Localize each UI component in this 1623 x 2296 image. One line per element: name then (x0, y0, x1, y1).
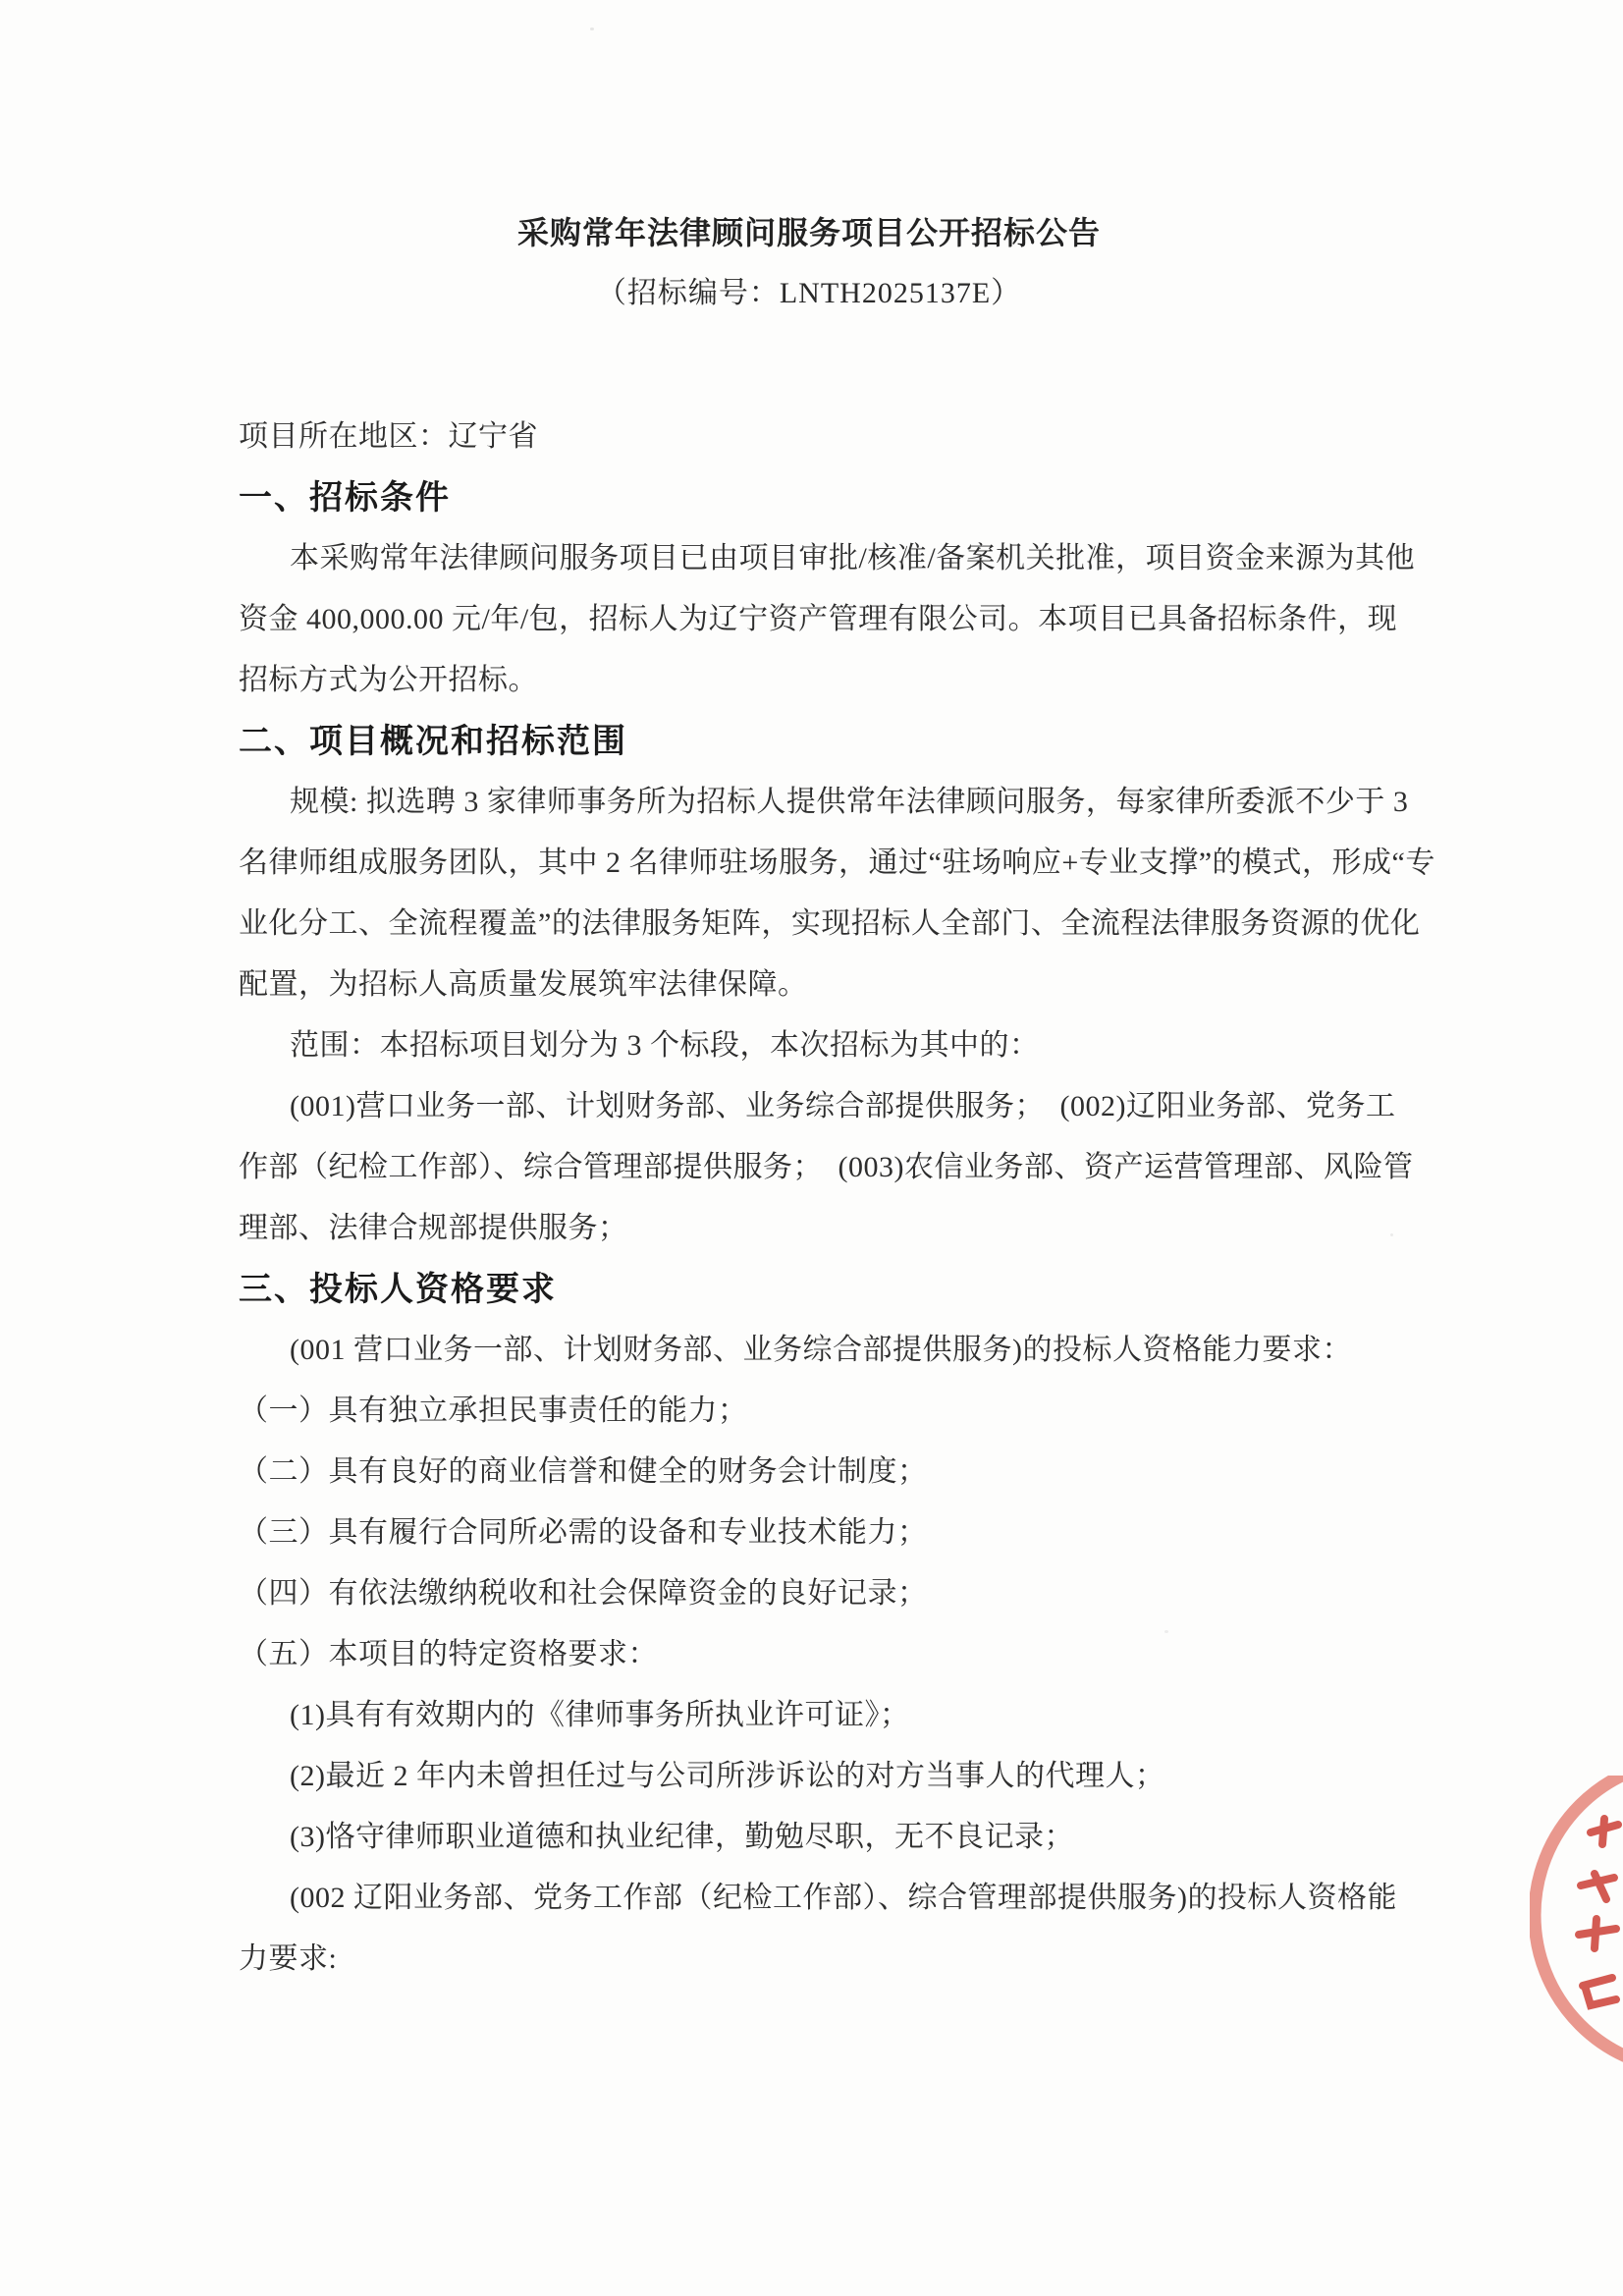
text-line: 招标方式为公开招标。 (239, 664, 538, 696)
red-seal-stamp (1530, 1776, 1623, 2062)
text-line: (3)恪守律师职业道德和执业纪律，勤勉尽职，无不良记录； (290, 1821, 1074, 1853)
seal-arc-icon (1530, 1776, 1623, 2062)
text-line: (001)营口业务一部、计划财务部、业务综合部提供服务； (002)辽阳业务部、党务工 (290, 1090, 1396, 1122)
text-line: (2)最近 2 年内未曾担任过与公司所涉诉讼的对方当事人的代理人； (290, 1760, 1165, 1792)
text-line: （一）具有独立承担民事责任的能力； (239, 1394, 748, 1427)
document-body (239, 0, 1435, 1990)
text-line: 力要求: (239, 1942, 338, 1975)
section-2-heading: 二、项目概况和招标范围 (239, 723, 627, 760)
text-line: 范围：本招标项目划分为 3 个标段，本次招标为其中的： (290, 1029, 1040, 1062)
text-line: （二）具有良好的商业信誉和健全的财务会计制度； (239, 1455, 928, 1488)
text-line: （三）具有履行合同所必需的设备和专业技术能力； (239, 1516, 928, 1549)
text-line: 理部、法律合规部提供服务； (239, 1212, 628, 1244)
text-line: （五）本项目的特定资格要求： (239, 1638, 658, 1670)
text-line: 资金 400,000.00 元/年/包，招标人为辽宁资产管理有限公司。本项目已具备招标条件，现 (239, 603, 1398, 635)
text-line: 配置，为招标人高质量发展筑牢法律保障。 (239, 968, 808, 1001)
text-line: (1)具有有效期内的《律师事务所执业许可证》； (290, 1699, 910, 1731)
section-1-heading: 一、招标条件 (239, 479, 451, 517)
text-line: 业化分工、全流程覆盖”的法律服务矩阵，实现招标人全部门、全流程法律服务资源的优化 (239, 907, 1421, 940)
seal-text-fragments (1579, 1819, 1618, 2005)
text-line: （四）有依法缴纳税收和社会保障资金的良好记录； (239, 1577, 928, 1610)
page-title: 采购常年法律顾问服务项目公开招标公告 (516, 215, 1101, 250)
text-line: 名律师组成服务团队，其中 2 名律师驻场服务，通过“驻场响应+专业支撑”的模式，形成“专 (239, 847, 1435, 879)
scan-speck (1164, 1630, 1168, 1633)
text-line: 作部（纪检工作部）、综合管理部提供服务； (003)农信业务部、资产运营管理部、风险管 (239, 1151, 1414, 1183)
bid-number: （招标编号：LNTH2025137E） (596, 277, 1022, 309)
section-3-heading: 三、投标人资格要求 (239, 1271, 557, 1308)
region-line: 项目所在地区：辽宁省 (239, 420, 538, 453)
scan-speck (1390, 1233, 1393, 1236)
text-line: 本采购常年法律顾问服务项目已由项目审批/核准/备案机关批准，项目资金来源为其他 (290, 542, 1416, 574)
text-line: 规模: 拟选聘 3 家律师事务所为招标人提供常年法律顾问服务，每家律所委派不少于 3 (290, 786, 1409, 818)
scan-speck (590, 27, 594, 30)
text-line: (002 辽阳业务部、党务工作部（纪检工作部）、综合管理部提供服务)的投标人资格能 (290, 1882, 1397, 1914)
text-line: (001 营口业务一部、计划财务部、业务综合部提供服务)的投标人资格能力要求： (290, 1334, 1352, 1366)
